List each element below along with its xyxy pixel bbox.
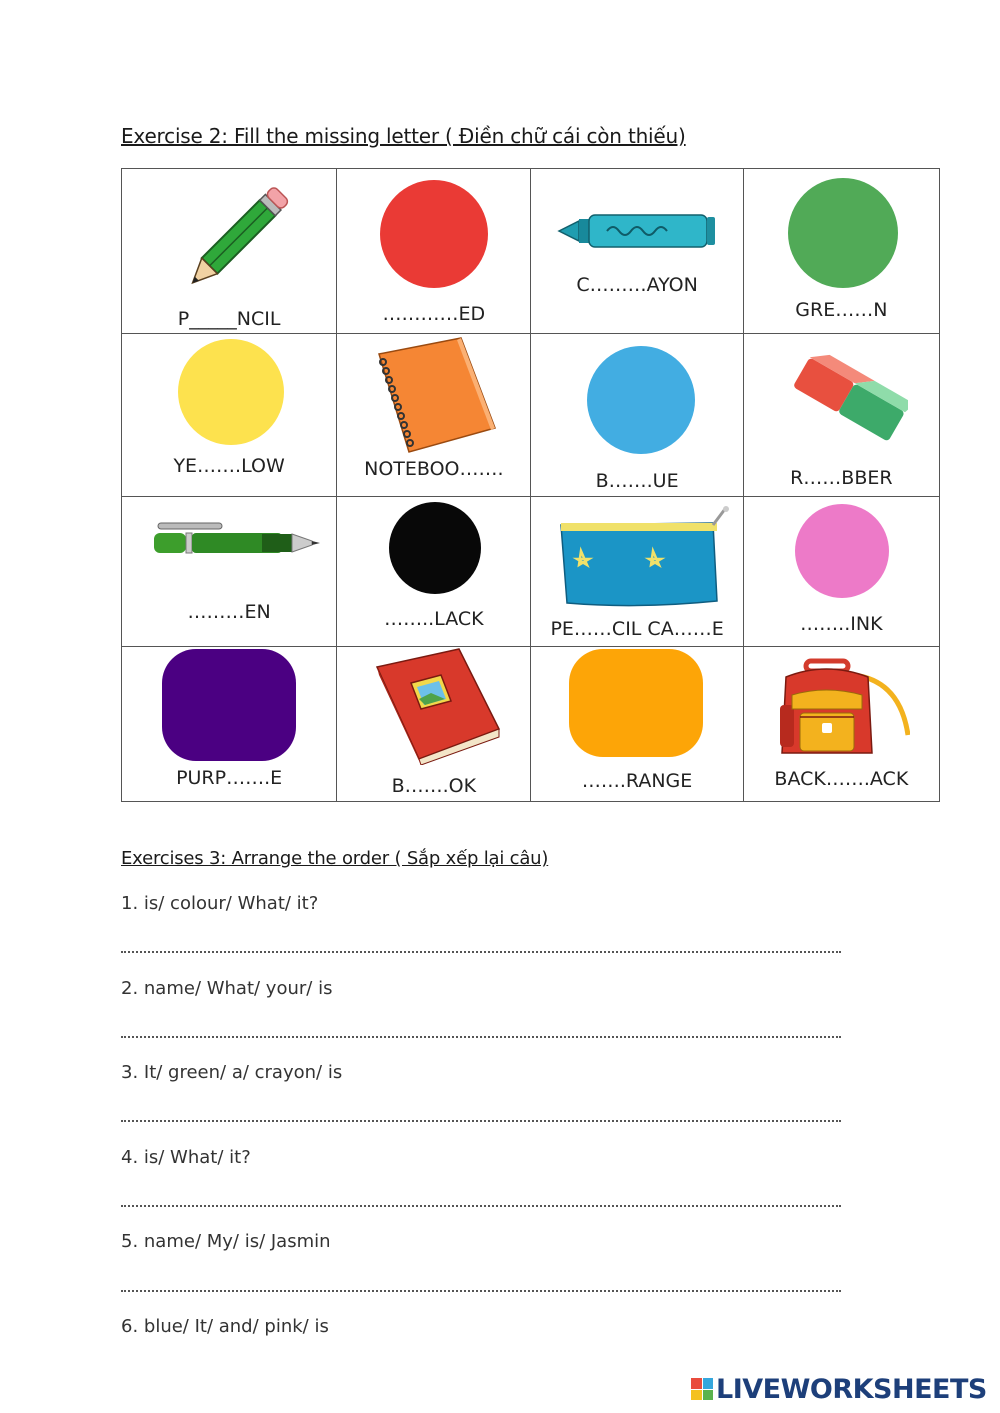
question-3: 3. It/ green/ a/ crayon/ is — [121, 1062, 343, 1083]
grid-cell-purple — [122, 647, 337, 802]
exercise-3-title: Exercises 3: Arrange the order ( Sắp xếp lại câu) — [121, 848, 549, 869]
cell-label: B…….OK — [391, 775, 477, 797]
red-circle — [380, 180, 488, 288]
grid-cell-orange — [531, 647, 743, 802]
liveworksheets-logo — [691, 1372, 987, 1406]
eraser-icon — [788, 348, 908, 450]
cell-label: PURP…….E — [176, 767, 283, 789]
purple-rounded-square — [162, 649, 296, 761]
cell-label: ……..INK — [800, 613, 883, 635]
pen-icon — [152, 521, 322, 566]
grid-cell-notebook — [337, 334, 531, 497]
notebook-icon — [369, 336, 499, 454]
cell-label: B…….UE — [595, 470, 679, 492]
grid-cell-eraser — [743, 334, 939, 497]
cell-label: P_____NCIL — [177, 308, 281, 330]
cell-label: ………EN — [187, 601, 271, 623]
cell-label: BACK…….ACK — [774, 768, 909, 790]
cell-label: …….RANGE — [581, 770, 693, 792]
cell-label: ……..LACK — [384, 608, 484, 630]
grid-cell-red — [337, 169, 531, 334]
grid-cell-yellow — [122, 334, 337, 497]
grid-cell-pink — [743, 497, 939, 647]
grid-cell-book — [337, 647, 531, 802]
grid-cell-blue — [531, 334, 743, 497]
grid-cell-backpack — [743, 647, 939, 802]
question-2: 2. name/ What/ your/ is — [121, 978, 333, 999]
answer-line-5[interactable] — [121, 1290, 841, 1292]
cell-label: YE…….LOW — [173, 455, 285, 477]
cell-label: R……BBER — [790, 467, 893, 489]
logo-mark-icon — [691, 1378, 713, 1400]
exercise-2-title: Exercise 2: Fill the missing letter ( Điền chữ cái còn thiếu) — [121, 124, 686, 148]
book-icon — [373, 647, 501, 765]
blue-circle — [587, 346, 695, 454]
cell-label: PE……CIL CA……E — [550, 618, 724, 640]
crayon-icon — [557, 209, 717, 254]
grid-cell-pencil-case — [531, 497, 743, 647]
cell-label: C………AYON — [576, 274, 698, 296]
cell-label: GRE……N — [795, 299, 888, 321]
answer-line-1[interactable] — [121, 951, 841, 953]
yellow-circle — [178, 339, 284, 445]
black-circle — [389, 502, 481, 594]
grid-cell-black — [337, 497, 531, 647]
grid-cell-pencil — [122, 169, 337, 334]
pencil-icon — [170, 177, 300, 302]
answer-line-4[interactable] — [121, 1205, 841, 1207]
green-circle — [788, 178, 898, 288]
question-6: 6. blue/ It/ and/ pink/ is — [121, 1316, 329, 1337]
answer-line-2[interactable] — [121, 1036, 841, 1038]
grid-cell-pen — [122, 497, 337, 647]
question-4: 4. is/ What/ it? — [121, 1147, 251, 1168]
logo-text: LIVEWORKSHEETS — [716, 1373, 987, 1405]
pencil-case-icon — [557, 505, 731, 609]
grid-cell-green — [743, 169, 939, 334]
pink-circle — [795, 504, 889, 598]
question-1: 1. is/ colour/ What/ it? — [121, 893, 319, 914]
backpack-icon — [776, 657, 910, 761]
orange-rounded-square — [569, 649, 703, 757]
answer-line-3[interactable] — [121, 1120, 841, 1122]
cell-label: …………ED — [382, 303, 486, 325]
question-5: 5. name/ My/ is/ Jasmin — [121, 1231, 331, 1252]
vocabulary-grid — [121, 168, 940, 802]
cell-label: NOTEBOO……. — [364, 458, 504, 480]
grid-cell-crayon — [531, 169, 743, 334]
